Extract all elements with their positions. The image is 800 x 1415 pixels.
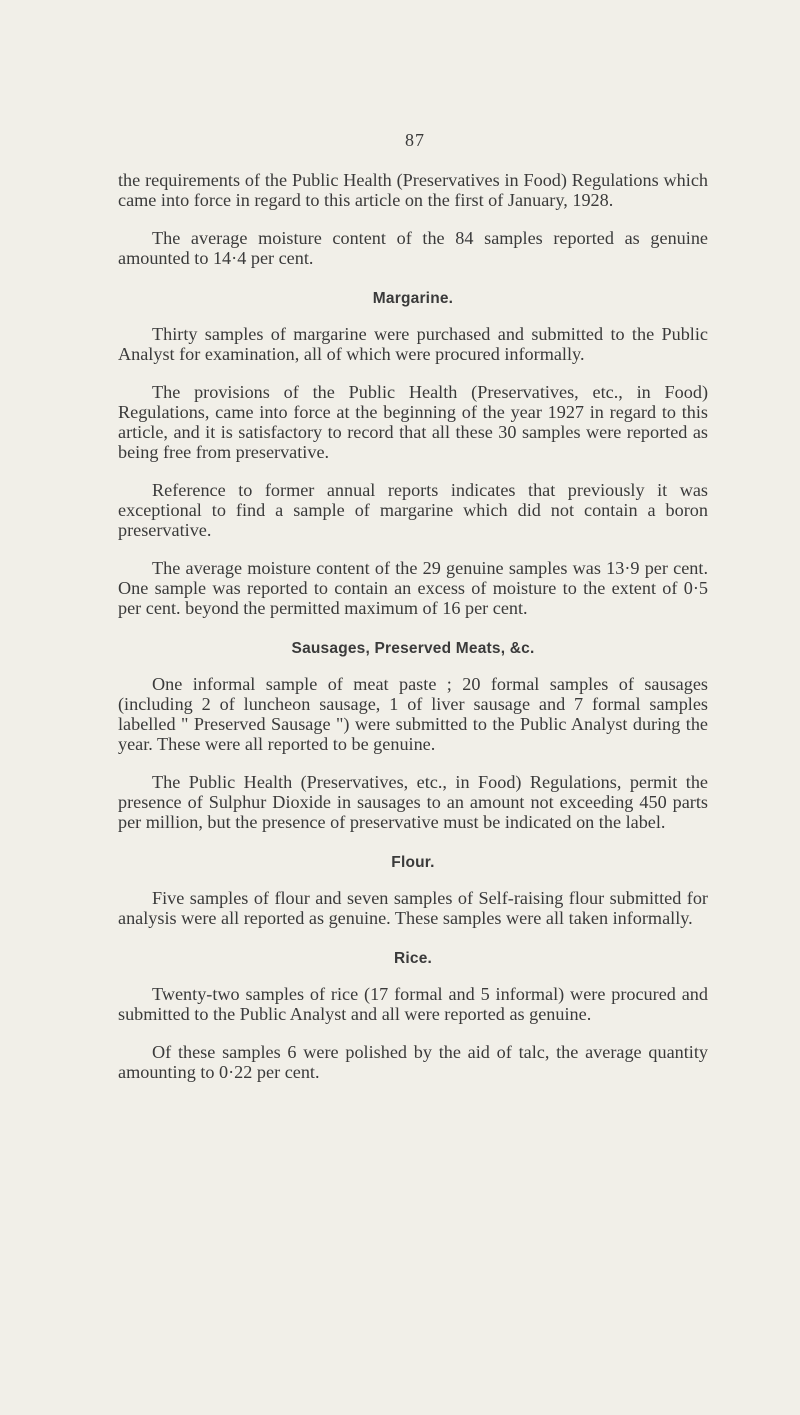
page-body xyxy=(118,170,708,1100)
rice-paragraph-2: Of these samples 6 were polished by the aid of talc, the average quantity amounting to 0·22 per cent. xyxy=(118,1042,708,1082)
intro-moisture-paragraph: The average moisture content of the 84 samples reported as genuine amounted to 14·4 per cent. xyxy=(118,228,708,268)
page-number: 87 xyxy=(405,130,425,150)
flour-heading: Flour. xyxy=(391,854,435,871)
margarine-paragraph-3: Reference to former annual reports indicates that previously it was exceptional to find a sample of margarine which did not contain a boron preservative. xyxy=(118,480,708,540)
sausages-paragraph-2: The Public Health (Preservatives, etc., in Food) Regulations, permit the presence of Sulphur Dioxide in sausages to an amount not exceeding 450 parts per million, but the presence of preservative must be indicated on the label. xyxy=(118,772,708,832)
flour-paragraph-1: Five samples of flour and seven samples of Self-raising flour submitted for analysis were all reported as genuine. These samples were all taken informally. xyxy=(118,888,708,928)
margarine-heading: Margarine. xyxy=(372,290,454,307)
sausages-paragraph-1: One informal sample of meat paste ; 20 formal samples of sausages (including 2 of luncheon sausage, 1 of liver sausage and 7 formal samples labelled " Preserved Sausage ") were submitted to the Public Analyst during the year. These were all reported to be genuine. xyxy=(118,674,708,754)
margarine-paragraph-4: The average moisture content of the 29 genuine samples was 13·9 per cent. One sample was reported to contain an excess of moisture to the extent of 0·5 per cent. beyond the permitted maximum of 16 per cent. xyxy=(118,558,708,618)
rice-heading: Rice. xyxy=(393,950,433,967)
margarine-paragraph-2: The provisions of the Public Health (Preservatives, etc., in Food) Regulations, came into force at the beginning of the year 1927 in regard to this article, and it is satisfactory to record that all these 30 samples were reported as being free from preservative. xyxy=(118,382,708,462)
intro-continuation-paragraph: the requirements of the Public Health (Preservatives in Food) Regulations which came into force in regard to this article on the first of January, 1928. xyxy=(118,170,708,210)
margarine-paragraph-1: Thirty samples of margarine were purchased and submitted to the Public Analyst for examination, all of which were procured informally. xyxy=(118,324,708,364)
sausages-heading: Sausages, Preserved Meats, &c. xyxy=(291,640,535,657)
rice-paragraph-1: Twenty-two samples of rice (17 formal and 5 informal) were procured and submitted to the Public Analyst and all were reported as genuine. xyxy=(118,984,708,1024)
